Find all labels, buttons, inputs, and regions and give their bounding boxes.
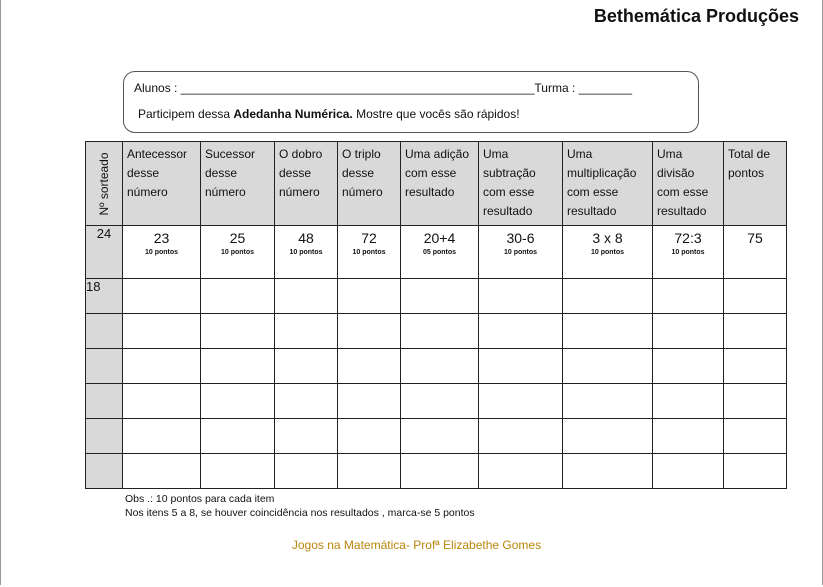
example-cell: 25 10 pontos <box>201 226 275 279</box>
student-form-box <box>123 71 699 133</box>
table-row <box>86 454 787 489</box>
table-row <box>86 314 787 349</box>
instruction-line <box>138 107 520 121</box>
answer-cell[interactable] <box>201 384 275 419</box>
answer-cell[interactable] <box>479 384 563 419</box>
game-table <box>85 141 787 489</box>
turma-field[interactable]: ________ <box>578 81 633 95</box>
example-cell: 20+4 05 pontos <box>401 226 479 279</box>
answer-cell[interactable] <box>123 279 201 314</box>
footer-credit: Jogos na Matemática- Profª Elizabethe Gomes <box>291 538 542 552</box>
answer-cell[interactable] <box>123 314 201 349</box>
header-triplo: O triplo desse número <box>338 142 401 226</box>
answer-cell[interactable] <box>401 314 479 349</box>
answer-cell[interactable] <box>338 314 401 349</box>
answer-cell[interactable] <box>653 419 724 454</box>
answer-cell[interactable] <box>479 314 563 349</box>
answer-cell[interactable] <box>275 279 338 314</box>
alunos-field[interactable]: _____________________________________________________ <box>180 81 535 95</box>
example-cell: 72:3 10 pontos <box>653 226 724 279</box>
turma-label: Turma : <box>534 81 576 95</box>
answer-cell[interactable] <box>479 454 563 489</box>
answer-cell[interactable] <box>401 279 479 314</box>
instruction-post: Mostre que vocês são rápidos! <box>356 107 520 121</box>
answer-cell[interactable] <box>201 314 275 349</box>
answer-cell[interactable] <box>653 349 724 384</box>
header-total: Total de pontos <box>724 142 787 226</box>
answer-cell[interactable] <box>123 349 201 384</box>
answer-cell[interactable] <box>123 384 201 419</box>
answer-cell[interactable] <box>338 419 401 454</box>
answer-cell[interactable] <box>338 279 401 314</box>
answer-cell[interactable] <box>401 419 479 454</box>
table-row <box>86 279 787 314</box>
answer-cell[interactable] <box>653 384 724 419</box>
total-cell[interactable] <box>724 279 787 314</box>
header-row <box>86 142 787 226</box>
table-row <box>86 419 787 454</box>
answer-cell[interactable] <box>563 384 653 419</box>
answer-cell[interactable] <box>201 279 275 314</box>
row-number <box>86 349 123 384</box>
answer-cell[interactable] <box>401 454 479 489</box>
total-cell[interactable] <box>724 384 787 419</box>
answer-cell[interactable] <box>479 419 563 454</box>
example-cell: 30-6 10 pontos <box>479 226 563 279</box>
answer-cell[interactable] <box>338 454 401 489</box>
total-cell[interactable] <box>724 419 787 454</box>
table-row <box>86 384 787 419</box>
answer-cell[interactable] <box>479 349 563 384</box>
header-antecessor: Antecessor desse número <box>123 142 201 226</box>
example-total: 75 <box>724 226 787 279</box>
instruction-pre: Participem dessa <box>138 107 231 121</box>
answer-cell[interactable] <box>123 454 201 489</box>
total-cell[interactable] <box>724 349 787 384</box>
students-line <box>134 81 632 95</box>
note-line-1: Obs .: 10 pontos para cada item <box>125 493 275 505</box>
header-subtracao: Uma subtração com esse resultado <box>479 142 563 226</box>
row-number <box>86 419 123 454</box>
example-cell: 23 10 pontos <box>123 226 201 279</box>
note-line-2: Nos itens 5 a 8, se houver coincidência nos resultados , marca-se 5 pontos <box>125 507 475 519</box>
answer-cell[interactable] <box>275 419 338 454</box>
answer-cell[interactable] <box>479 279 563 314</box>
answer-cell[interactable] <box>653 279 724 314</box>
notes <box>125 492 475 520</box>
answer-cell[interactable] <box>563 349 653 384</box>
answer-cell[interactable] <box>653 454 724 489</box>
example-number: 24 <box>86 226 123 279</box>
answer-cell[interactable] <box>275 454 338 489</box>
drawn-number-header: Nº sorteado <box>86 142 123 226</box>
answer-cell[interactable] <box>563 419 653 454</box>
answer-cell[interactable] <box>563 454 653 489</box>
game-name: Adedanha Numérica. <box>233 107 353 121</box>
example-cell: 72 10 pontos <box>338 226 401 279</box>
answer-cell[interactable] <box>338 349 401 384</box>
answer-cell[interactable] <box>275 314 338 349</box>
header-multiplicacao: Uma multiplicação com esse resultado <box>563 142 653 226</box>
answer-cell[interactable] <box>338 384 401 419</box>
row-number <box>86 384 123 419</box>
header-dobro: O dobro desse número <box>275 142 338 226</box>
total-cell[interactable] <box>724 314 787 349</box>
answer-cell[interactable] <box>401 349 479 384</box>
row-number <box>86 314 123 349</box>
example-cell: 48 10 pontos <box>275 226 338 279</box>
row-number <box>86 454 123 489</box>
answer-cell[interactable] <box>401 384 479 419</box>
answer-cell[interactable] <box>275 384 338 419</box>
example-row <box>86 226 787 279</box>
header-sucessor: Sucessor desse número <box>201 142 275 226</box>
answer-cell[interactable] <box>653 314 724 349</box>
example-cell: 3 x 8 10 pontos <box>563 226 653 279</box>
total-cell[interactable] <box>724 454 787 489</box>
answer-cell[interactable] <box>201 454 275 489</box>
answer-cell[interactable] <box>201 419 275 454</box>
row-number: 18 <box>86 279 123 314</box>
answer-cell[interactable] <box>563 314 653 349</box>
answer-cell[interactable] <box>123 419 201 454</box>
answer-cell[interactable] <box>275 349 338 384</box>
table-row <box>86 349 787 384</box>
alunos-label: Alunos : <box>134 81 178 95</box>
answer-cell[interactable] <box>563 279 653 314</box>
header-divisao: Uma divisão com esse resultado <box>653 142 724 226</box>
header-adicao: Uma adição com esse resultado <box>401 142 479 226</box>
brand-title: Bethemática Produções <box>593 6 799 26</box>
answer-cell[interactable] <box>201 349 275 384</box>
